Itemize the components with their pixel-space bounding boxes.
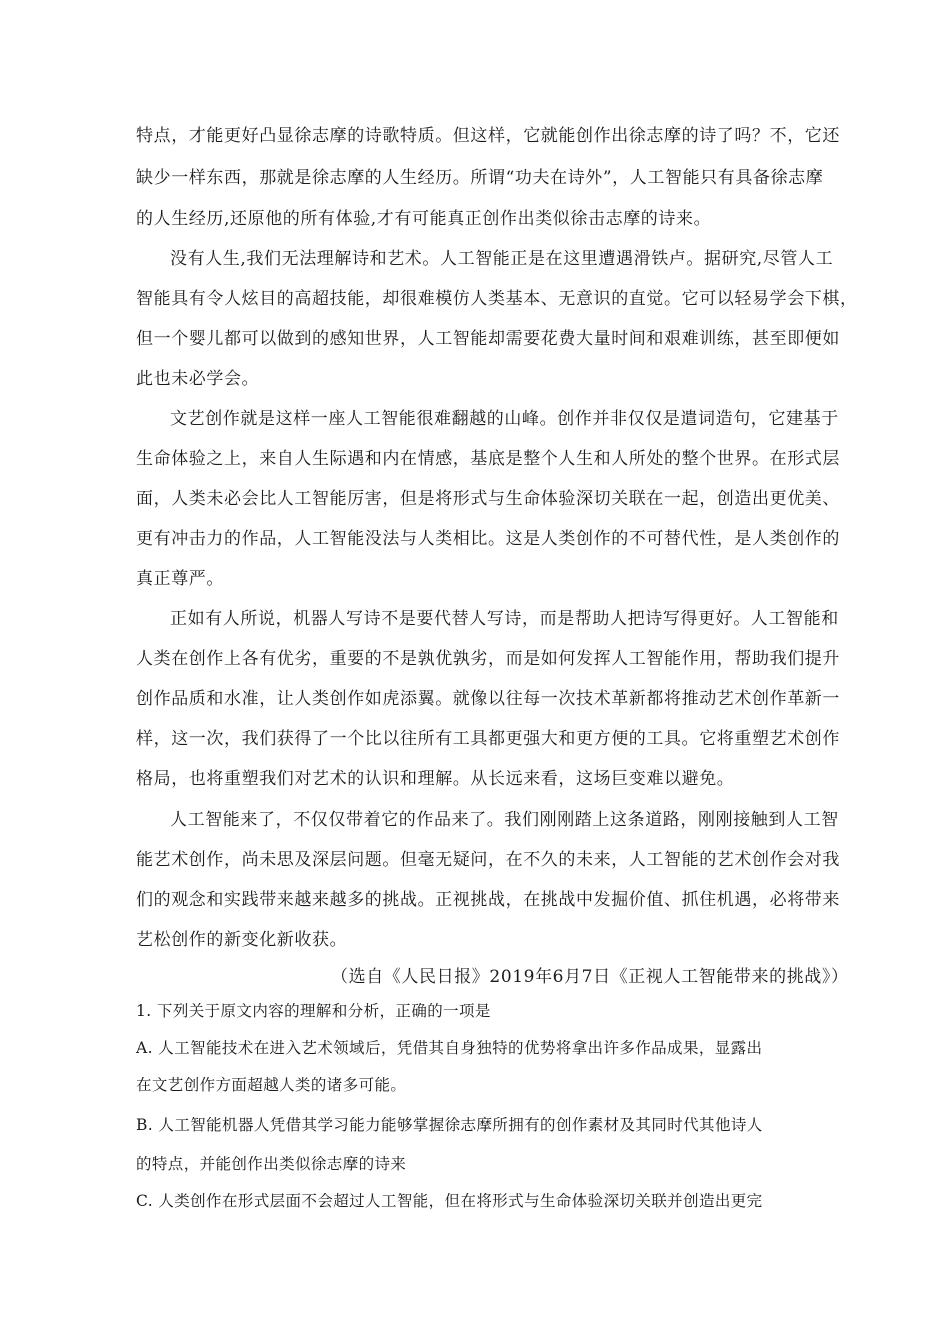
paragraph-5-line-3: 们的观念和实践带来越来越多的挑战。正视挑战，在挑战中发掘价值、抓住机遇，必将带来 bbox=[136, 890, 840, 910]
question-stem: 1. 下列关于原文内容的理解和分析，正确的一项是 bbox=[136, 1002, 491, 1020]
paragraph-4-line-4: 样，这一次，我们获得了一个比以往所有工具都更强大和更方便的工具。它将重塑艺术创作 bbox=[136, 729, 840, 749]
paragraph-1-line-3: 的人生经历,还原他的所有体验,才有可能真正创作出类似徐击志摩的诗来。 bbox=[136, 209, 712, 229]
paragraph-4-line-1: 正如有人所说，机器人写诗不是要代替人写诗，而是帮助人把诗写得更好。人工智能和 bbox=[170, 609, 839, 629]
option-c-line-1: C. 人类创作在形式层面不会超过人工智能，但在将形式与生命体验深切关联并创造出更完 bbox=[136, 1192, 763, 1210]
paragraph-1-line-1: 特点，才能更好凸显徐志摩的诗歌特质。但这样，它就能创作出徐志摩的诗了吗？不，它还 bbox=[136, 126, 840, 146]
paragraph-4-line-5: 格局，也将重塑我们对艺术的认识和理解。从长远来看，这场巨变难以避免。 bbox=[136, 769, 735, 789]
paragraph-4-line-3: 创作品质和水准，让人类创作如虎添翼。就像以往每一次技术革新都将推动艺术创作革新一 bbox=[136, 689, 840, 709]
paragraph-4-line-2: 人类在创作上各有优劣，重要的不是孰优孰劣，而是如何发挥人工智能作用，帮助我们提升 bbox=[136, 649, 840, 669]
paragraph-2-line-3: 但一个婴儿都可以做到的感知世界，人工智能却需要花费大量时间和艰难训练，甚至即便如 bbox=[136, 329, 840, 349]
paragraph-5-line-4: 艺松创作的新变化新收获。 bbox=[136, 930, 348, 950]
paragraph-5-line-1: 人工智能来了，不仅仅带着它的作品来了。我们刚刚踏上这条道路，刚刚接触到人工智 bbox=[170, 810, 839, 830]
paragraph-3-line-4: 更有冲击力的作品，人工智能没法与人类相比。这是人类创作的不可替代性，是人类创作的 bbox=[136, 529, 840, 549]
paragraph-3-line-1: 文艺创作就是这样一座人工智能很难翻越的山峰。创作并非仅仅是遣词造句，它建基于 bbox=[170, 409, 839, 429]
paragraph-2-line-1: 没有人生,我们无法理解诗和艺术。人工智能正是在这里遭遇滑铁卢。据研究,尽管人工 bbox=[170, 249, 834, 269]
paragraph-2-line-4: 此也未必学会。 bbox=[136, 369, 260, 389]
option-a-line-2: 在文艺创作方面超越人类的诸多可能。 bbox=[136, 1076, 407, 1094]
paragraph-3-line-3: 面，人类未必会比人工智能厉害，但是将形式与生命体验深切关联在一起，创造出更优美、 bbox=[136, 489, 840, 509]
option-b-line-1: B. 人工智能机器人凭借其学习能力能够掌握徐志摩所拥有的创作素材及其同时代其他诗人 bbox=[136, 1116, 763, 1134]
paragraph-5-line-2: 能艺术创作，尚未思及深层问题。但毫无疑问，在不久的未来，人工智能的艺术创作会对我 bbox=[136, 850, 840, 870]
source-citation: （选自《人民日报》2019年6月7日《正视人工智能带来的挑战》） bbox=[331, 967, 849, 987]
option-a-line-1: A. 人工智能技术在进入艺术领域后，凭借其自身独特的优势将拿出许多作品成果，显露出 bbox=[136, 1039, 763, 1057]
option-b-line-2: 的特点，并能创作出类似徐志摩的诗来 bbox=[136, 1155, 407, 1173]
paragraph-3-line-2: 生命体验之上，来自人生际遇和内在情感，基底是整个人生和人所处的整个世界。在形式层 bbox=[136, 449, 840, 469]
paragraph-1-line-2: 缺少一样东西，那就是徐志摩的人生经历。所谓“功夫在诗外”，人工智能只有具备徐志摩 bbox=[136, 168, 824, 188]
paragraph-2-line-2: 智能具有令人炫目的高超技能，却很难模仿人类基本、无意识的直觉。它可以轻易学会下棋， bbox=[136, 289, 858, 309]
paragraph-3-line-5: 真正尊严。 bbox=[136, 569, 224, 589]
